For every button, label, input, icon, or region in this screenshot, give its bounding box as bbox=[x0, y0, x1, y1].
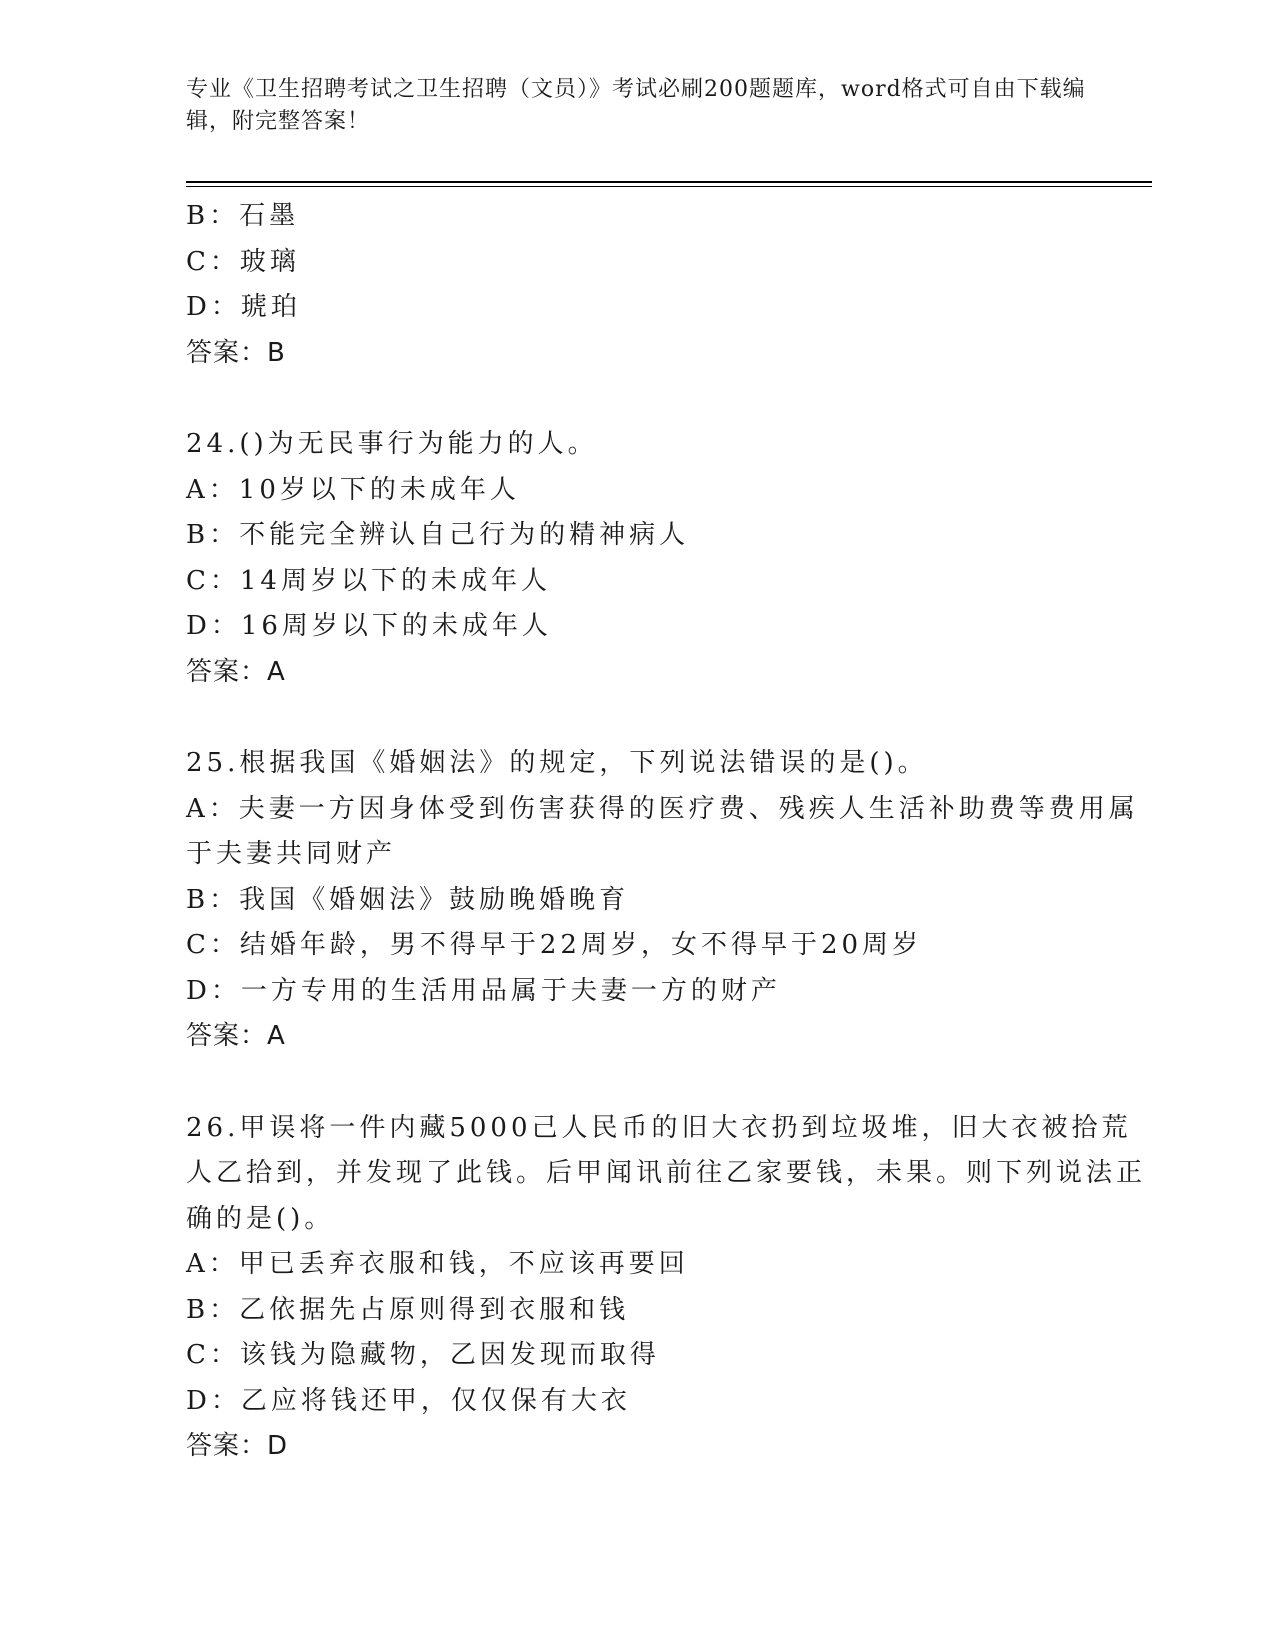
question-24 bbox=[186, 422, 1146, 695]
option-c: C：玻璃 bbox=[186, 246, 300, 277]
document-body bbox=[186, 194, 1146, 1470]
option-d: D：一方专用的生活用品属于夫妻一方的财产 bbox=[186, 975, 781, 1006]
spacer bbox=[186, 1060, 1146, 1106]
option-b: B：石墨 bbox=[186, 201, 300, 231]
header-rule-thick bbox=[186, 181, 1152, 183]
option-a: A：10岁以下的未成年人 bbox=[186, 474, 520, 505]
option-c: C：该钱为隐藏物，乙因发现而取得 bbox=[186, 1340, 660, 1370]
question-stem: 25.根据我国《婚姻法》的规定，下列说法错误的是()。 bbox=[186, 748, 928, 778]
spacer bbox=[186, 695, 1146, 741]
answer-line: 答案：A bbox=[186, 656, 286, 687]
question-stem: 24.()为无民事行为能力的人。 bbox=[186, 429, 598, 459]
answer-line: 答案：A bbox=[186, 1021, 286, 1051]
option-c: C：结婚年龄，男不得早于22周岁，女不得早于20周岁 bbox=[186, 930, 923, 960]
option-b: B：乙依据先占原则得到衣服和钱 bbox=[186, 1294, 630, 1325]
answer-line: 答案：D bbox=[186, 1431, 289, 1461]
question-stem: 26.甲误将一件内藏5000己人民币的旧大衣扔到垃圾堆，旧大衣被拾荒人乙拾到，并发现了此钱。后甲闻讯前往乙家要钱，未果。则下列说法正确的是()。 bbox=[186, 1112, 1147, 1234]
option-d: D：琥珀 bbox=[186, 292, 301, 322]
question-25 bbox=[186, 741, 1146, 1060]
option-a: A：夫妻一方因身体受到伤害获得的医疗费、残疾人生活补助费等费用属于夫妻共同财产 bbox=[186, 793, 1139, 869]
spacer bbox=[186, 376, 1146, 422]
header-rule-thin bbox=[186, 186, 1152, 187]
option-d: D：乙应将钱还甲，仅仅保有大衣 bbox=[186, 1385, 631, 1416]
option-b: B：不能完全辨认自己行为的精神病人 bbox=[186, 520, 690, 550]
answer-line: 答案：B bbox=[186, 337, 286, 368]
option-a: A：甲已丢弃衣服和钱，不应该再要回 bbox=[186, 1249, 689, 1279]
prev-question-block bbox=[186, 194, 1146, 376]
option-c: C：14周岁以下的未成年人 bbox=[186, 565, 551, 596]
question-26 bbox=[186, 1106, 1146, 1470]
option-d: D：16周岁以下的未成年人 bbox=[186, 611, 552, 641]
page-header: 专业《卫生招聘考试之卫生招聘（文员）》考试必刷200题题库，word格式可自由下载编辑，附完整答案！ bbox=[186, 77, 1086, 134]
option-b: B：我国《婚姻法》鼓励晚婚晚育 bbox=[186, 884, 630, 915]
